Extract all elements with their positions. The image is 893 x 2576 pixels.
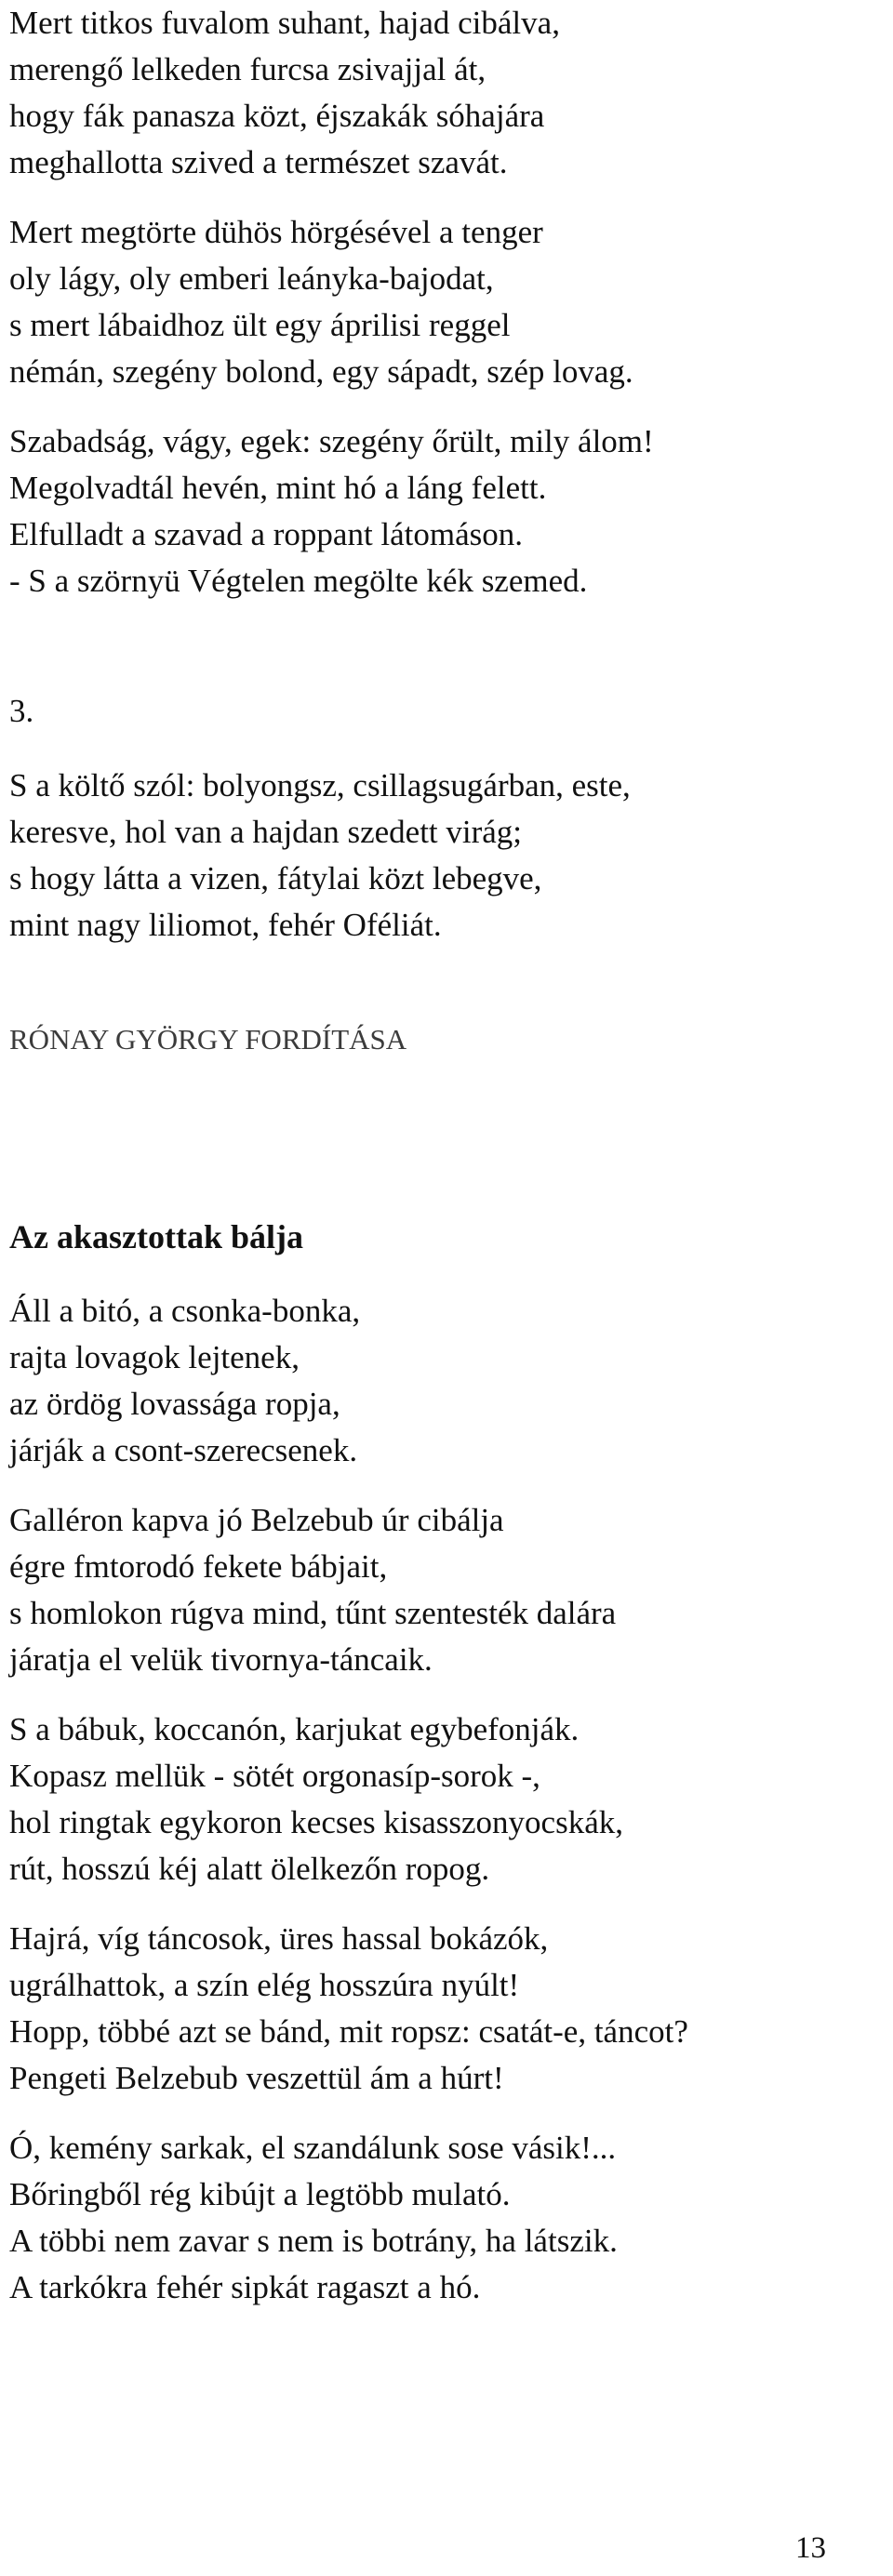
verse-line: ugrálhattok, a szín elég hosszúra nyúlt! [9, 1967, 520, 2003]
verse-line: - S a szörnyü Végtelen megölte kék szemed. [9, 563, 588, 599]
verse-line: Megolvadtál hevén, mint hó a láng felett. [9, 470, 547, 506]
verse-line: Mert megtörte dühös hörgésével a tenger [9, 214, 543, 250]
verse-line: mint nagy liliomot, fehér Oféliát. [9, 907, 442, 943]
poem1-stanza-a [9, 0, 884, 186]
verse-line: A tarkókra fehér sipkát ragaszt a hó. [9, 2269, 481, 2305]
poem1-stanza-c [9, 418, 884, 604]
verse-line: égre fmtorodó fekete bábjait, [9, 1548, 388, 1585]
poem2-stanza-4 [9, 1916, 884, 2102]
verse-line: Pengeti Belzebub veszettül ám a húrt! [9, 2060, 504, 2096]
verse-line: s mert lábaidhoz ült egy áprilisi reggel [9, 307, 511, 343]
poem2-stanza-3 [9, 1706, 884, 1892]
section-number-text: 3. [9, 693, 34, 729]
verse-line: Hopp, többé azt se bánd, mit ropsz: csatát-e, táncot? [9, 2013, 688, 2050]
verse-line: hogy fák panasza közt, éjszakák sóhajára [9, 98, 545, 134]
verse-line: rút, hosszú kéj alatt ölelkezőn ropog. [9, 1851, 490, 1887]
verse-line: némán, szegény bolond, egy sápadt, szép lovag. [9, 353, 633, 390]
verse-line: merengő lelkeden furcsa zsivajjal át, [9, 51, 486, 87]
verse-line: keresve, hol van a hajdan szedett virág; [9, 814, 523, 850]
poem1-stanza-d [9, 763, 884, 949]
verse-line: Hajrá, víg táncosok, üres hassal bokázók, [9, 1920, 549, 1957]
poem2-stanza-2 [9, 1497, 884, 1683]
verse-line: járatja el velük tivornya-táncaik. [9, 1641, 433, 1678]
verse-line: Bőringből rég kibújt a legtöbb mulató. [9, 2176, 511, 2212]
verse-line: s hogy látta a vizen, fátylai közt lebegve, [9, 860, 542, 896]
verse-line: s homlokon rúgva mind, tűnt szentesték dalára [9, 1595, 617, 1631]
verse-line: meghallotta szived a természet szavát. [9, 144, 508, 180]
verse-line: Elfulladt a szavad a roppant látomáson. [9, 516, 524, 552]
verse-line: oly lágy, oly emberi leányka-bajodat, [9, 260, 494, 297]
verse-line: Kopasz mellük - sötét orgonasíp-sorok -, [9, 1758, 540, 1794]
page-number: 13 [795, 2531, 826, 2565]
poem1-stanza-b [9, 209, 884, 395]
verse-line: hol ringtak egykoron kecses kisasszonyocskák, [9, 1804, 623, 1840]
verse-line: az ördög lovassága ropja, [9, 1386, 340, 1422]
poem-title: Az akasztottak bálja [9, 1218, 303, 1255]
translator-credit [9, 1019, 884, 1060]
verse-line: S a bábuk, koccanón, karjukat egybefonják. [9, 1711, 580, 1747]
verse-line: Galléron kapva jó Belzebub úr cibálja [9, 1502, 504, 1538]
verse-line: rajta lovagok lejtenek, [9, 1339, 300, 1375]
section-number [9, 688, 884, 735]
verse-line: Ó, kemény sarkak, el szandálunk sose vásik!... [9, 2130, 617, 2166]
verse-line: A többi nem zavar s nem is botrány, ha látszik. [9, 2223, 618, 2259]
poem2-stanza-1 [9, 1288, 884, 1474]
poem2-stanza-5 [9, 2125, 884, 2311]
translator-text: RÓNAY GYÖRGY FORDÍTÁSA [9, 1023, 407, 1056]
poem2-title [9, 1214, 884, 1260]
verse-line: Mert titkos fuvalom suhant, hajad cibálva, [9, 5, 560, 41]
verse-line: járják a csont-szerecsenek. [9, 1432, 358, 1468]
verse-line: S a költő szól: bolyongsz, csillagsugárban, este, [9, 767, 631, 803]
verse-line: Áll a bitó, a csonka-bonka, [9, 1293, 361, 1329]
verse-line: Szabadság, vágy, egek: szegény őrült, mily álom! [9, 423, 654, 459]
